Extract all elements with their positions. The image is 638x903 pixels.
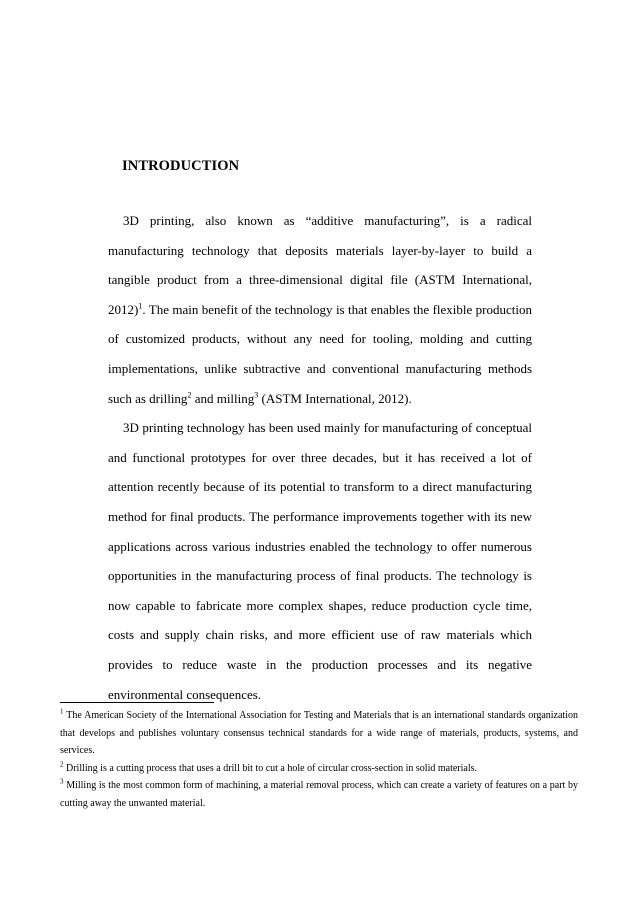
footnote-marker-3: 3	[60, 778, 64, 787]
paragraph-1-text-a: 3D printing, also known as “additive manufacturing”, is a radical manufacturing technology that deposits materials layer-by-layer to build a tangible product from a three-dimensional digital file (ASTM International, 2012)	[108, 213, 532, 317]
footnote-ref-3[interactable]: 3	[254, 390, 259, 400]
footnotes	[60, 707, 578, 813]
footnote-3-text: Milling is the most common form of machining, a material removal process, which can create a variety of features on a part by cutting away the unwanted material.	[60, 780, 578, 809]
footnote-2-text: Drilling is a cutting process that uses a drill bit to cut a hole of circular cross-section in solid materials.	[63, 762, 478, 774]
section-heading: INTRODUCTION	[122, 158, 240, 174]
body-text	[108, 206, 532, 709]
footnote-ref-2[interactable]: 2	[187, 390, 192, 400]
paragraph-1	[108, 206, 532, 413]
footnote-ref-1[interactable]: 1	[138, 301, 143, 311]
paragraph-1-text-b: . The main benefit of the technology is that enables the flexible production of customized products, without any need for tooling, molding and cutting implementations, unlike subtractive and conventional manufacturing methods such as drilling	[108, 301, 532, 406]
footnote-marker-2: 2	[60, 760, 64, 769]
paragraph-2: 3D printing technology has been used mainly for manufacturing of conceptual and functional prototypes for over three decades, but it has received a lot of attention recently because of its potential to transform to a direct manufacturing method for final products. The performance improvements together with its new applications across various industries enabled the technology to offer numerous opportunities in the manufacturing process of final products. The technology is now capable to fabricate more complex shapes, reduce production cycle time, costs and supply chain risks, and more efficient use of raw materials which provides to reduce waste in the production processes and its negative environmental consequences.	[108, 420, 532, 702]
footnote-3	[60, 777, 578, 812]
footnote-marker-1: 1	[60, 707, 64, 716]
footnote-separator	[60, 702, 214, 703]
footnote-2	[60, 760, 578, 778]
footnote-1	[60, 707, 578, 760]
footnote-1-text: The American Society of the International Association for Testing and Materials that is an international standards organization that develops and publishes voluntary consensus technical standards for a wide range of materials, products, systems, and services.	[60, 710, 578, 757]
paragraph-1-text-c: and milling	[191, 390, 255, 406]
paragraph-1-text-d: (ASTM International, 2012).	[258, 390, 412, 406]
